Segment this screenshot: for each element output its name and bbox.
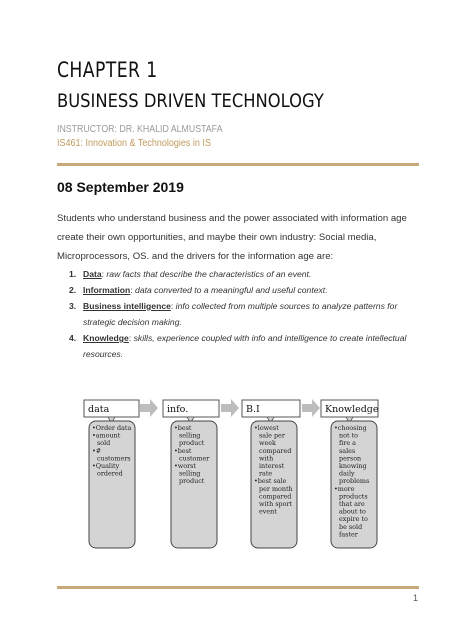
stage-item-text: •Order data [92, 424, 132, 432]
stage-item-text: per month [259, 484, 293, 493]
stage-item-text: person [339, 454, 362, 463]
stage-item-text: be sold [339, 522, 363, 531]
stage-item-text: •choosing [334, 424, 367, 432]
stage-label: data [88, 404, 110, 415]
stage-item-text: customer [179, 454, 210, 463]
list-term: Information [83, 285, 131, 295]
chapter-heading: CHAPTER 1 [57, 58, 158, 82]
list-definition: raw facts that describe the characteristics of an event. [106, 269, 312, 279]
stage-item-text: with sport [259, 500, 293, 508]
stage-details-box [89, 421, 135, 548]
list-term: Business intelligence [83, 301, 171, 311]
stage-item-text: that are [339, 500, 365, 508]
stage-item-text: selling [179, 431, 201, 440]
instructor-line: INSTRUCTOR: DR. KHALID ALMUSTAFA [57, 124, 223, 135]
document-title: BUSINESS DRIVEN TECHNOLOGY [57, 90, 324, 112]
stage-item-text: not to [339, 431, 358, 440]
stage-item-text: event [259, 507, 277, 516]
course-line: IS461: Innovation & Technologies in IS [57, 138, 211, 149]
footer-divider [57, 586, 419, 589]
stage-item-text: problems [339, 477, 370, 486]
arrow-right-icon [140, 399, 158, 417]
stage-item-text: •amount [92, 431, 121, 440]
list-number: 1. [69, 269, 77, 279]
intro-paragraph: Students who understand business and the power associated with information age create their own opportunities, and maybe their own industry: Social media, Microprocessors, OS. and the drivers for the information age are: [57, 213, 407, 262]
stage-item-text: •best [174, 424, 192, 432]
stage-item-text: sales [339, 446, 356, 455]
arrow-right-icon [221, 399, 239, 417]
stage-item-text: with [259, 454, 274, 463]
stage-label: info. [167, 404, 189, 415]
stage-item-text: daily [339, 469, 355, 478]
stage-item-text: interest [259, 462, 285, 470]
stage-label: Knowledge [325, 404, 379, 415]
stage-item-text: •Quality [92, 462, 120, 470]
stage-item-text: •# [92, 446, 102, 455]
list-number: 4. [69, 333, 77, 343]
stage-item-text: products [339, 492, 368, 501]
stage-item-text: •best sale [254, 477, 287, 486]
stage-item-text: sold [97, 439, 111, 448]
page-number: 1 [413, 593, 419, 603]
list-term: Knowledge [83, 333, 129, 343]
stage-item-text: compared [259, 446, 292, 455]
stage-item-text: •worst [174, 462, 196, 470]
stage-item-text: compared [259, 492, 292, 501]
stage-item-text: week [259, 439, 276, 448]
arrow-right-icon [302, 399, 320, 417]
list-item: 1. Data: raw facts that describe the characteristics of an event. [57, 266, 419, 282]
stage-item-text: •lowest [254, 424, 279, 432]
stage-item-text: sale per [259, 431, 285, 440]
list-item: 2. Information: data converted to a meaningful and useful context. [57, 282, 419, 298]
list-definition: info collected from multiple sources to analyze patterns for strategic decision making. [83, 301, 398, 327]
list-item: 4. Knowledge: skills, experience coupled with info and intelligence to create intellectual resources. [57, 330, 419, 362]
stage-item-text: •more [334, 484, 355, 493]
stage-item-text: expire to [339, 515, 368, 524]
stage-item-text: about to [339, 507, 366, 516]
list-number: 3. [69, 301, 77, 311]
list-number: 2. [69, 285, 77, 295]
stage-label: B.I [246, 404, 260, 415]
stage-item-text: customers [97, 454, 131, 463]
stage-item-text: selling [179, 469, 201, 478]
stage-item-text: fire a [339, 439, 356, 448]
list-term: Data [83, 269, 102, 279]
stage-item-text: product [179, 439, 205, 448]
section-date-heading: 08 September 2019 [57, 179, 184, 195]
stage-item-text: product [179, 477, 205, 486]
stage-item-text: knowing [339, 462, 367, 470]
list-item: 3. Business intelligence: info collected from multiple sources to analyze patterns for strategic decision making. [57, 298, 419, 330]
list-definition: skills, experience coupled with info and intelligence to create intellectual resources. [83, 333, 407, 359]
stage-item-text: ordered [97, 469, 123, 478]
stage-item-text: faster [339, 530, 358, 539]
list-definition: data converted to a meaningful and useful context. [135, 285, 328, 295]
stage-item-text: •best [174, 446, 192, 455]
stage-item-text: rate [259, 469, 273, 478]
